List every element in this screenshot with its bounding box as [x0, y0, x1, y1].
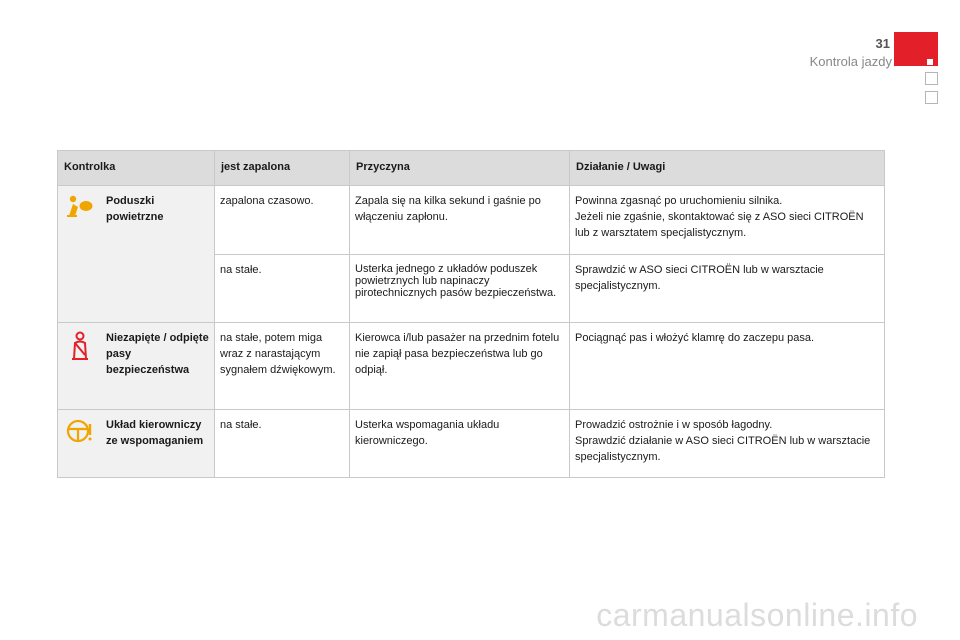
warning-name: Niezapięte / odpięte pasy bezpieczeństwa: [101, 322, 215, 409]
section-title: Kontrola jazdy: [809, 54, 892, 69]
column-header-cause: Przyczyna: [350, 151, 570, 186]
action-line: Sprawdzić w ASO sieci CITROËN lub w warsztacie specjalistycznym.: [575, 263, 824, 292]
table-header-row: [58, 151, 885, 186]
column-header-action: Działanie / Uwagi: [570, 151, 885, 186]
lit-cell: zapalona czasowo.: [215, 185, 350, 254]
warning-name: Układ kierowniczy ze wspomaganiem: [101, 409, 215, 477]
power-steering-warning-icon: [63, 418, 96, 444]
lit-cell: na stałe.: [215, 254, 350, 322]
chapter-tab-box: [925, 72, 938, 85]
chapter-tab-mark: [927, 59, 933, 65]
seatbelt-warning-icon: [63, 331, 96, 361]
action-cell: [570, 185, 885, 254]
action-line: Prowadzić ostrożnie i w sposób łagodny.: [575, 418, 773, 431]
action-cell: [570, 322, 885, 409]
action-line: Jeżeli nie zgaśnie, skontaktować się z ASO sieci CITROËN lub z warsztatem specjalistycznym.: [575, 210, 864, 239]
action-cell: [570, 254, 885, 322]
table-row: [58, 185, 885, 254]
chapter-tab-box: [925, 91, 938, 104]
warning-lights-table: [57, 150, 885, 478]
cause-cell: Kierowca i/lub pasażer na przednim fotelu nie zapiął pasa bezpieczeństwa lub go odpiął.: [350, 322, 570, 409]
column-header-lit: jest zapalona: [215, 151, 350, 186]
airbag-warning-icon: [63, 194, 96, 218]
table-row: [58, 322, 885, 409]
cause-cell: Usterka jednego z układów poduszek powietrznych lub napinaczy pirotechnicznych pasów bezpieczeństwa.: [350, 254, 570, 322]
action-line: Sprawdzić działanie w ASO sieci CITROËN lub w warsztacie specjalistycznym.: [575, 434, 871, 463]
action-line: Powinna zgasnąć po uruchomieniu silnika.: [575, 194, 783, 207]
lit-cell: na stałe.: [215, 409, 350, 477]
icon-cell: [58, 409, 102, 477]
warning-name: Poduszki powietrzne: [101, 185, 215, 322]
table-row: [58, 409, 885, 477]
action-cell: [570, 409, 885, 477]
page-number: 31: [875, 36, 890, 51]
watermark: carmanualsonline.info: [596, 597, 918, 633]
lit-cell: na stałe, potem miga wraz z narastającym sygnałem dźwiękowym.: [215, 322, 350, 409]
icon-cell: [58, 185, 102, 322]
icon-cell: [58, 322, 102, 409]
cause-cell: Usterka wspomagania układu kierowniczego.: [350, 409, 570, 477]
action-line: Pociągnąć pas i włożyć klamrę do zaczepu pasa.: [575, 331, 815, 344]
column-header-kontrolka: Kontrolka: [58, 151, 215, 186]
cause-cell: Zapala się na kilka sekund i gaśnie po włączeniu zapłonu.: [350, 185, 570, 254]
